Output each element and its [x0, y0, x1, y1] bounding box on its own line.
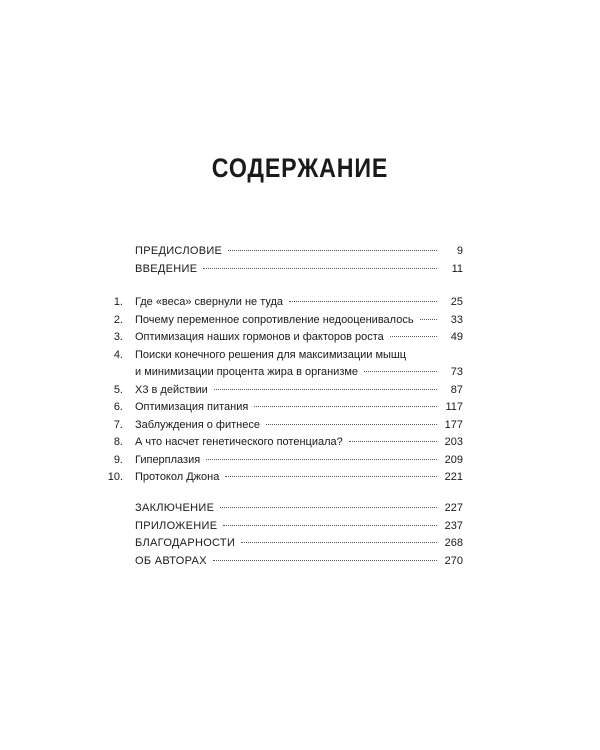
toc-entry-about-authors[interactable]: [103, 553, 463, 571]
chapter-number: 7.: [113, 418, 123, 431]
dot-leader: [220, 507, 437, 508]
toc-entry-chapter-1[interactable]: [103, 294, 463, 312]
toc-entry-label: ЗАКЛЮЧЕНИЕ: [135, 502, 215, 514]
chapter-list: [103, 294, 463, 487]
toc-entry-label: Почему переменное сопротивление недооценивалось: [135, 313, 414, 326]
chapter-number: 8.: [113, 436, 123, 448]
toc-entry-chapter-7[interactable]: [103, 417, 463, 435]
toc-page-number: 209: [444, 453, 463, 466]
toc-page-number: 203: [444, 436, 463, 448]
toc-page-number: 221: [444, 471, 463, 483]
back-matter-list: [103, 500, 463, 570]
toc-page-number: 11: [451, 262, 463, 275]
page-title: СОДЕРЖАНИЕ: [211, 153, 389, 183]
toc-entry-label: А что насчет генетического потенциала?: [135, 436, 343, 448]
toc-entry-chapter-2[interactable]: [103, 312, 463, 330]
toc-entry-label: и минимизации процента жира в организме: [135, 366, 359, 378]
toc-entry-label: ПРИЛОЖЕНИЕ: [135, 519, 218, 532]
toc-entry-label-line1: Поиски конечного решения для максимизации мышц: [135, 348, 407, 361]
dot-leader: [364, 371, 437, 372]
dot-leader: [206, 459, 437, 460]
dot-leader: [214, 389, 437, 390]
chapter-number: 5.: [113, 383, 123, 396]
dot-leader: [289, 301, 437, 302]
toc-entry-chapter-5[interactable]: [103, 382, 463, 400]
toc-page-number: 177: [444, 418, 463, 431]
toc-entry-label: Оптимизация наших гормонов и факторов роста: [135, 331, 384, 343]
dot-leader: [349, 441, 437, 442]
dot-leader: [266, 424, 437, 425]
dot-leader: [241, 542, 437, 543]
dot-leader: [203, 268, 437, 269]
toc-entry-label: Заблуждения о фитнесе: [135, 418, 260, 431]
toc-page-number: 237: [444, 519, 463, 532]
toc-entry-chapter-4[interactable]: [103, 347, 463, 382]
dot-leader: [225, 476, 437, 477]
chapter-number: 6.: [113, 401, 123, 413]
toc-entry-label: Где «веса» свернули не туда: [135, 296, 284, 308]
toc-entry-label: ВВЕДЕНИЕ: [135, 262, 198, 275]
toc-page-number: 87: [450, 383, 463, 396]
toc-entry-label: X3 в действии: [135, 383, 208, 396]
toc-page-number: 9: [456, 245, 463, 257]
dot-leader: [213, 560, 437, 561]
toc-entry-chapter-8[interactable]: [103, 434, 463, 452]
dot-leader: [223, 525, 437, 526]
toc-entry-label: ПРЕДИСЛОВИЕ: [135, 245, 223, 257]
toc-page-number: 117: [445, 401, 463, 413]
toc-entry-chapter-3[interactable]: [103, 329, 463, 347]
toc-entry-acknowledgements[interactable]: [103, 535, 463, 553]
dot-leader: [254, 406, 437, 407]
chapter-number: 3.: [113, 331, 123, 343]
toc-entry-chapter-9[interactable]: [103, 452, 463, 470]
toc-entry-label: Протокол Джона: [135, 471, 220, 483]
toc-page-number: 268: [444, 537, 463, 549]
toc-entry-label: Оптимизация питания: [135, 401, 249, 413]
toc-page-number: 25: [450, 296, 463, 308]
toc-entry-appendix[interactable]: [103, 518, 463, 536]
toc-entry-label: Гиперплазия: [135, 453, 201, 466]
chapter-number: 4.: [113, 348, 123, 361]
chapter-number: 2.: [113, 313, 123, 326]
front-matter-list: [103, 243, 463, 278]
toc-entry-label: ОБ АВТОРАХ: [135, 554, 207, 567]
toc-page-number: 73: [450, 366, 463, 378]
toc-entry-label: БЛАГОДАРНОСТИ: [135, 537, 236, 549]
chapter-number: 10.: [107, 471, 123, 483]
toc-entry-chapter-6[interactable]: [103, 399, 463, 417]
dot-leader: [228, 250, 437, 251]
dot-leader: [420, 319, 437, 320]
toc-page-number: 227: [444, 502, 463, 514]
toc-entry-introduction[interactable]: [103, 261, 463, 279]
toc-entry-preface[interactable]: [103, 243, 463, 261]
toc-page-number: 49: [450, 331, 463, 343]
toc-page-number: 33: [450, 313, 463, 326]
chapter-number: 1.: [113, 296, 123, 308]
chapter-number: 9.: [113, 453, 123, 466]
toc-entry-conclusion[interactable]: [103, 500, 463, 518]
toc-page-number: 270: [444, 554, 463, 567]
toc-entry-chapter-10[interactable]: [103, 469, 463, 487]
dot-leader: [390, 336, 437, 337]
